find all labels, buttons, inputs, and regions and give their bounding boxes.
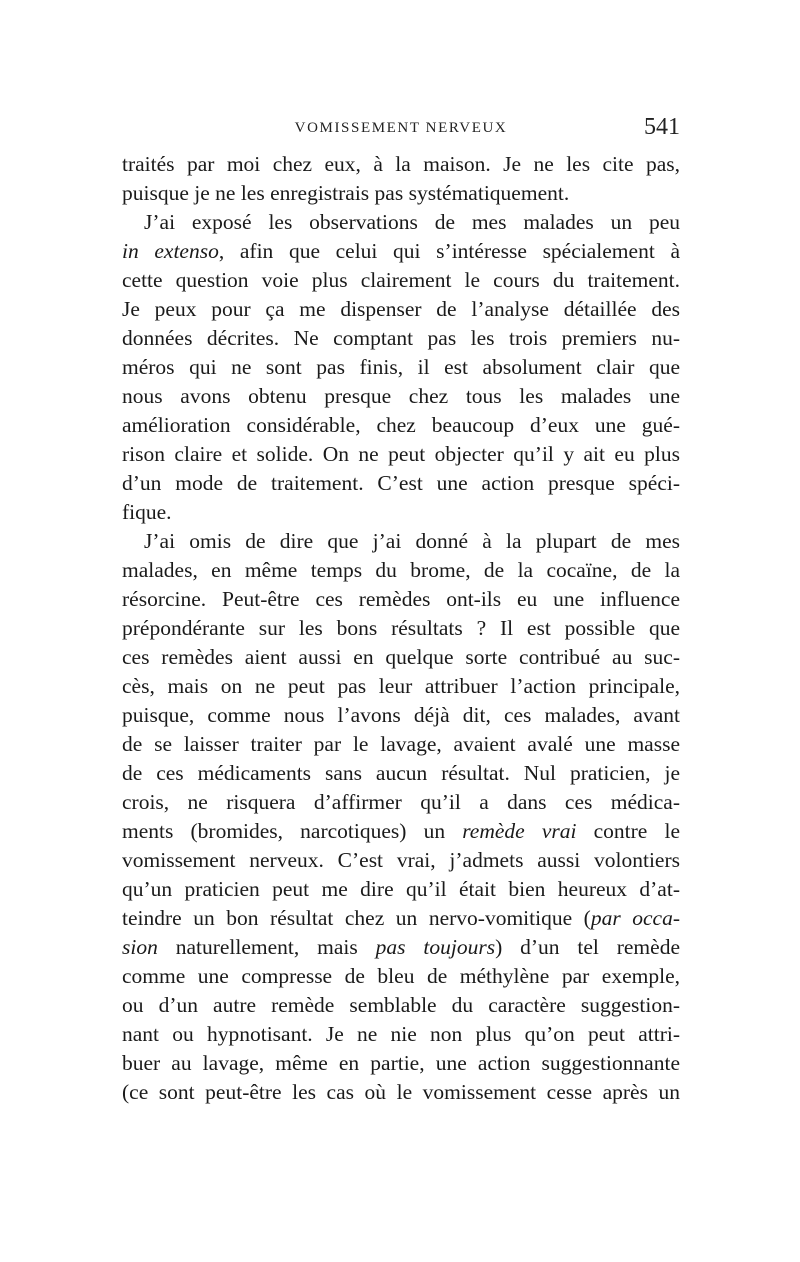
running-head — [122, 116, 680, 146]
text-line: méros qui ne sont pas finis, il est absolument clair que — [122, 355, 680, 379]
text-segment: teindre un bon résultat chez un nervo-vomitique ( — [122, 906, 591, 930]
text-line — [122, 933, 680, 962]
text-line: nous avons obtenu presque chez tous les malades une — [122, 384, 680, 408]
text-segment: ) d’un tel remède — [495, 935, 680, 959]
text-line: J’ai exposé les observations de mes malades un peu — [144, 210, 680, 234]
text-line: comme une compresse de bleu de méthylène par exemple, — [122, 964, 680, 988]
text-line: de se laisser traiter par le lavage, avaient avalé une masse — [122, 732, 680, 756]
text-line: cès, mais on ne peut pas leur attribuer l’action principale, — [122, 674, 680, 698]
italic-text: in extenso — [122, 239, 219, 263]
text-line: qu’un praticien peut me dire qu’il était bien heureux d’at- — [122, 877, 680, 901]
text-line: fique. — [122, 500, 172, 524]
text-line: vomissement nerveux. C’est vrai, j’admets aussi volontiers — [122, 848, 680, 872]
text-line: ou d’un autre remède semblable du caractère suggestion- — [122, 993, 680, 1017]
italic-text: pas toujours — [375, 935, 496, 959]
text-line: résorcine. Peut-être ces remèdes ont-ils eu une influence — [122, 587, 680, 611]
italic-text: sion — [122, 935, 158, 959]
text-segment: , afin que celui qui s’intéresse spécialement à — [218, 239, 680, 263]
text-line: Je peux pour ça me dispenser de l’analyse détaillée des — [122, 297, 680, 321]
page-number: 541 — [644, 114, 680, 140]
text-segment: contre le — [576, 819, 680, 843]
text-line: rison claire et solide. On ne peut objecter qu’il y ait eu plus — [122, 442, 680, 466]
text-line: amélioration considérable, chez beaucoup d’eux une gué- — [122, 413, 680, 437]
text-line — [122, 237, 680, 266]
text-line: crois, ne risquera d’affirmer qu’il a dans ces médica- — [122, 790, 680, 814]
text-line: (ce sont peut-être les cas où le vomissement cesse après un — [122, 1080, 680, 1104]
text-line: cette question voie plus clairement le cours du traitement. — [122, 268, 680, 292]
running-title: VOMISSEMENT NERVEUX — [294, 120, 508, 136]
text-line: de ces médicaments sans aucun résultat. Nul praticien, je — [122, 761, 680, 785]
text-line: J’ai omis de dire que j’ai donné à la plupart de mes — [144, 529, 680, 553]
text-line: puisque je ne les enregistrais pas systématiquement. — [122, 181, 570, 205]
text-line: traités par moi chez eux, à la maison. Je ne les cite pas, — [122, 152, 680, 176]
italic-text: par occa- — [590, 906, 680, 930]
text-line: nant ou hypnotisant. Je ne nie non plus qu’on peut attri- — [122, 1022, 680, 1046]
text-line — [122, 904, 680, 933]
text-segment: ments (bromides, narcotiques) un — [122, 819, 463, 843]
text-line — [122, 817, 680, 846]
text-line: buer au lavage, même en partie, une action suggestionnante — [122, 1051, 680, 1075]
text-line: prépondérante sur les bons résultats ? Il est possible que — [122, 616, 680, 640]
text-segment: naturellement, mais — [157, 935, 376, 959]
text-line: données décrites. Ne comptant pas les trois premiers nu- — [122, 326, 680, 350]
text-line: malades, en même temps du brome, de la cocaïne, de la — [122, 558, 680, 582]
text-line: puisque, comme nous l’avons déjà dit, ces malades, avant — [122, 703, 680, 727]
text-line: d’un mode de traitement. C’est une action presque spéci- — [122, 471, 680, 495]
text-line: ces remèdes aient aussi en quelque sorte contribué au suc- — [122, 645, 680, 669]
body-text — [122, 150, 680, 1107]
italic-text: remède vrai — [462, 819, 577, 843]
